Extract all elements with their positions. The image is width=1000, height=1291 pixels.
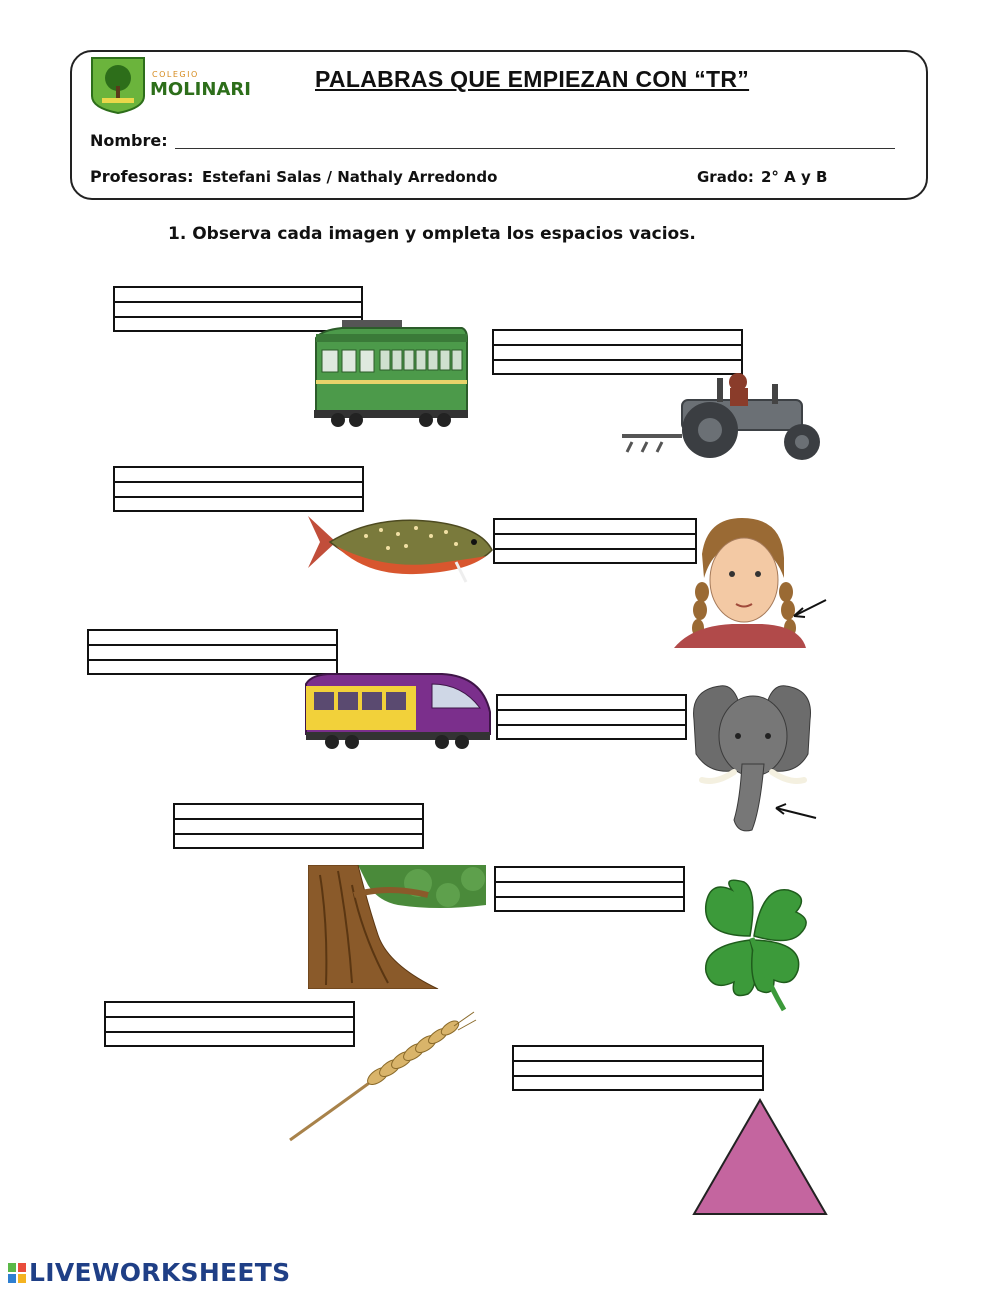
- name-label: Nombre:: [90, 131, 168, 150]
- braids-image: [672, 514, 830, 648]
- answer-box-triangle[interactable]: [512, 1045, 764, 1091]
- trout-image: [306, 512, 496, 586]
- school-small-text: COLEGIO: [152, 70, 199, 79]
- answer-box-braids[interactable]: [493, 518, 697, 564]
- answer-box-elephant-trunk[interactable]: [496, 694, 687, 740]
- answer-box-trout[interactable]: [113, 466, 364, 512]
- answer-box-clover[interactable]: [494, 866, 685, 912]
- liveworksheets-logo: [8, 1258, 290, 1287]
- elephant-image: [690, 680, 820, 838]
- wheat-image: [286, 1010, 478, 1144]
- page-title: PALABRAS QUE EMPIEZAN CON “TR”: [315, 66, 750, 92]
- train-image: [302, 662, 494, 752]
- teachers-value: Estefani Salas / Nathaly Arredondo: [202, 168, 498, 186]
- teachers-label: Profesoras:: [90, 167, 194, 186]
- school-logo: [90, 56, 265, 114]
- liveworksheets-text: LIVEWORKSHEETS: [29, 1258, 291, 1287]
- school-name: MOLINARI: [150, 79, 251, 100]
- grade-label: Grado:: [697, 168, 754, 186]
- answer-box-tree-trunk[interactable]: [173, 803, 424, 849]
- instruction: 1. Observa cada imagen y ompleta los espacios vacios.: [168, 224, 696, 244]
- tram-image: [312, 320, 470, 430]
- name-field[interactable]: [175, 148, 895, 149]
- triangle-image: [692, 1098, 828, 1216]
- tree-trunk-image: [308, 865, 486, 989]
- tractor-image: [622, 372, 832, 464]
- answer-box-tractor[interactable]: [492, 329, 743, 375]
- answer-box-train[interactable]: [87, 629, 338, 675]
- triangle-shape: [694, 1100, 826, 1214]
- liveworksheets-icon: [8, 1260, 26, 1280]
- grade-value: 2° A y B: [761, 168, 828, 186]
- clover-image: [692, 876, 812, 1016]
